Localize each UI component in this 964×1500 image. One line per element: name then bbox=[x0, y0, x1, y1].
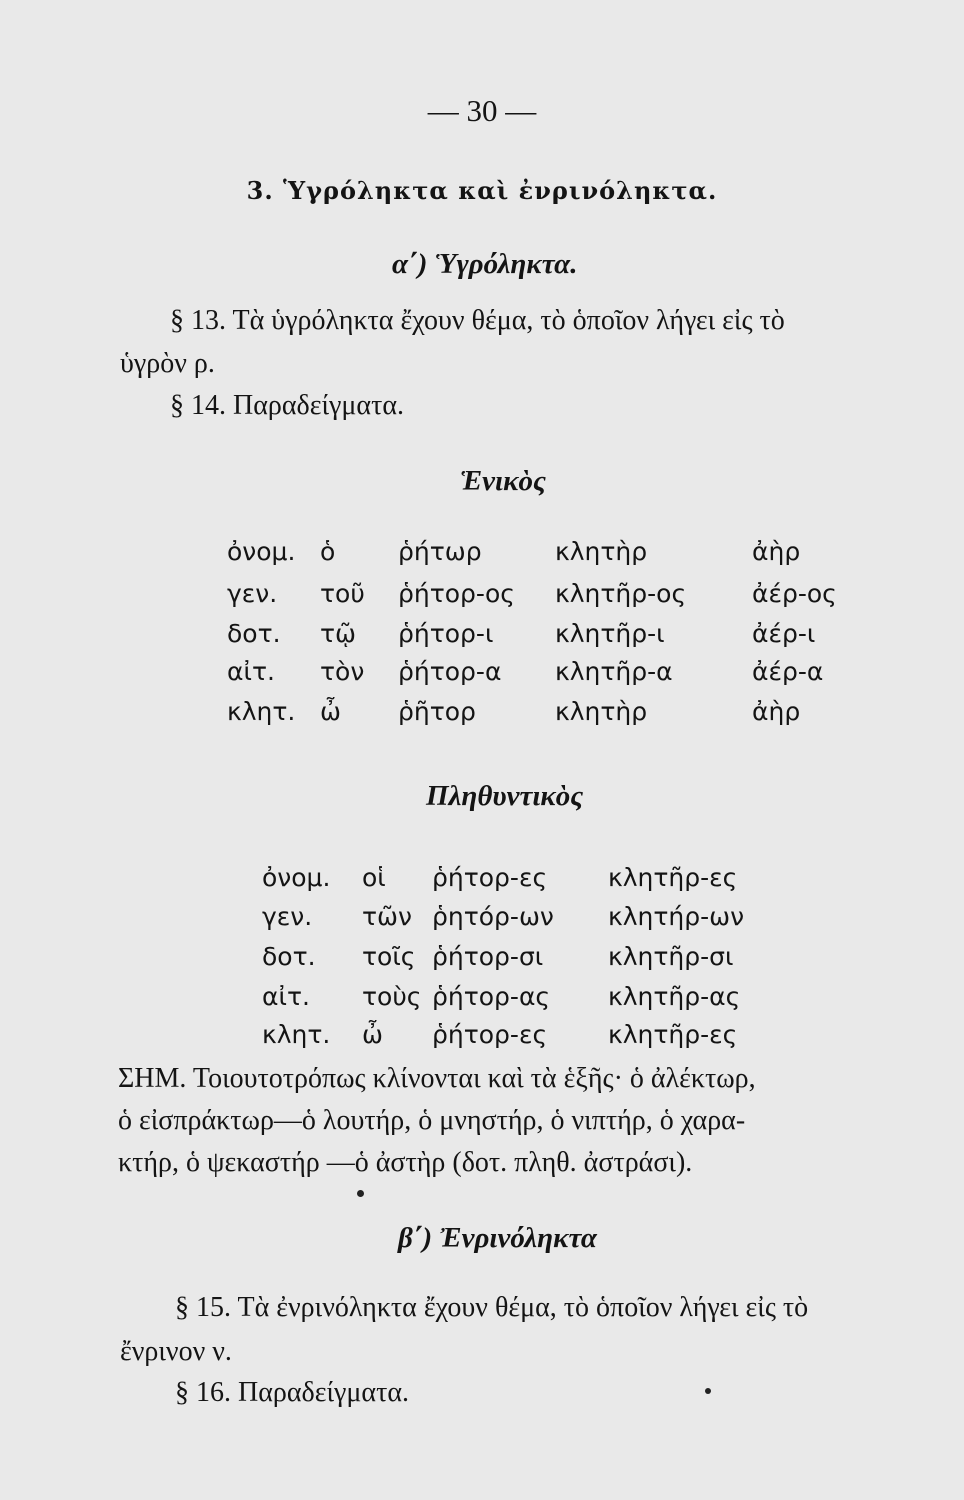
singular-heading: Ἑνικὸς bbox=[460, 465, 546, 497]
sing-case: δοτ. bbox=[227, 619, 281, 648]
sing-case: αἰτ. bbox=[227, 657, 275, 686]
sing-kletir: κλητὴρ bbox=[555, 537, 648, 566]
sing-article: ὁ bbox=[320, 537, 336, 566]
sing-aer: ἀέρ-α bbox=[752, 657, 824, 686]
sing-article: τοῦ bbox=[320, 579, 365, 608]
note-line1: ΣΗΜ. Τοιουτοτρόπως κλίνονται καὶ τὰ ἑξῆς· ὁ ἀλέκτωρ, bbox=[118, 1063, 756, 1094]
paragraph-15-line1: § 15. Τὰ ἐνρινόληκτα ἔχουν θέμα, τὸ ὁποῖον λήγει εἰς τὸ bbox=[175, 1292, 809, 1323]
paragraph-16: § 16. Παραδείγματα. bbox=[175, 1377, 409, 1408]
sing-article: τῷ bbox=[320, 619, 356, 648]
plur-case: αἰτ. bbox=[262, 982, 310, 1011]
sing-article: ὦ bbox=[320, 697, 341, 726]
sing-article: τὸν bbox=[320, 657, 365, 686]
plur-case: γεν. bbox=[262, 902, 313, 931]
plur-article: τοὺς bbox=[362, 982, 422, 1011]
plur-kletir: κλητήρ-ων bbox=[608, 902, 745, 931]
sing-rhetor: ῥήτορ-α bbox=[398, 657, 502, 686]
plur-article: τῶν bbox=[362, 902, 412, 931]
sing-rhetor: ῥῆτορ bbox=[398, 697, 476, 726]
paragraph-14: § 14. Παραδείγματα. bbox=[170, 390, 404, 421]
subsection-b-heading: β΄) Ἐνρινόληκτα bbox=[398, 1222, 597, 1254]
sing-aer: ἀὴρ bbox=[752, 537, 801, 566]
ink-speck bbox=[705, 1388, 711, 1394]
plur-article: ὦ bbox=[362, 1020, 383, 1049]
sing-kletir: κλητῆρ-ι bbox=[555, 619, 665, 648]
plur-kletir: κλητῆρ-σι bbox=[608, 942, 734, 971]
note-line3: κτήρ, ὁ ψεκαστήρ —ὁ ἀστὴρ (δοτ. πληθ. ἀστράσι). bbox=[118, 1147, 693, 1178]
plur-case: ὀνομ. bbox=[262, 863, 331, 892]
sing-rhetor: ῥήτορ-ος bbox=[398, 579, 515, 608]
plur-kletir: κλητῆρ-ες bbox=[608, 1020, 738, 1049]
page-number: — 30 — bbox=[427, 93, 537, 128]
plur-rhetor: ῥήτορ-ες bbox=[432, 1020, 548, 1049]
paragraph-13-line1: § 13. Τὰ ὑγρόληκτα ἔχουν θέμα, τὸ ὁποῖον λήγει εἰς τὸ bbox=[170, 305, 785, 336]
sing-kletir: κλητὴρ bbox=[555, 697, 648, 726]
plur-article: τοῖς bbox=[362, 942, 416, 971]
plur-kletir: κλητῆρ-ας bbox=[608, 982, 741, 1011]
sing-aer: ἀὴρ bbox=[752, 697, 801, 726]
sing-rhetor: ῥήτωρ bbox=[398, 537, 482, 566]
sing-rhetor: ῥήτορ-ι bbox=[398, 619, 494, 648]
note-line2: ὁ εἰσπράκτωρ—ὁ λουτήρ, ὁ μνηστήρ, ὁ νιπτήρ, ὁ χαρα- bbox=[118, 1105, 746, 1136]
plur-article: οἱ bbox=[362, 863, 386, 892]
paragraph-13-line2: ὑγρὸν ρ. bbox=[120, 348, 215, 379]
plur-rhetor: ῥήτορ-ες bbox=[432, 863, 548, 892]
sing-kletir: κλητῆρ-ος bbox=[555, 579, 687, 608]
sing-case: κλητ. bbox=[227, 697, 296, 726]
sing-kletir: κλητῆρ-α bbox=[555, 657, 673, 686]
plur-rhetor: ῥήτορ-ας bbox=[432, 982, 551, 1011]
plur-kletir: κλητῆρ-ες bbox=[608, 863, 738, 892]
ink-speck bbox=[357, 1190, 364, 1197]
section-title: 3. Ὑγρόληκτα καὶ ἐνρινόληκτα. bbox=[246, 176, 718, 205]
plural-heading: Πληθυντικὸς bbox=[426, 780, 584, 812]
sing-case: ὀνομ. bbox=[227, 537, 296, 566]
plur-case: κλητ. bbox=[262, 1020, 331, 1049]
sing-case: γεν. bbox=[227, 579, 278, 608]
plur-case: δοτ. bbox=[262, 942, 316, 971]
sing-aer: ἀέρ-ι bbox=[752, 619, 816, 648]
sing-aer: ἀέρ-ος bbox=[752, 579, 837, 608]
plur-rhetor: ῥητόρ-ων bbox=[432, 902, 554, 931]
plur-rhetor: ῥήτορ-σι bbox=[432, 942, 544, 971]
paragraph-15-line2: ἔνρινον ν. bbox=[120, 1336, 232, 1367]
subsection-a-heading: α΄) Ὑγρόληκτα. bbox=[392, 248, 578, 280]
